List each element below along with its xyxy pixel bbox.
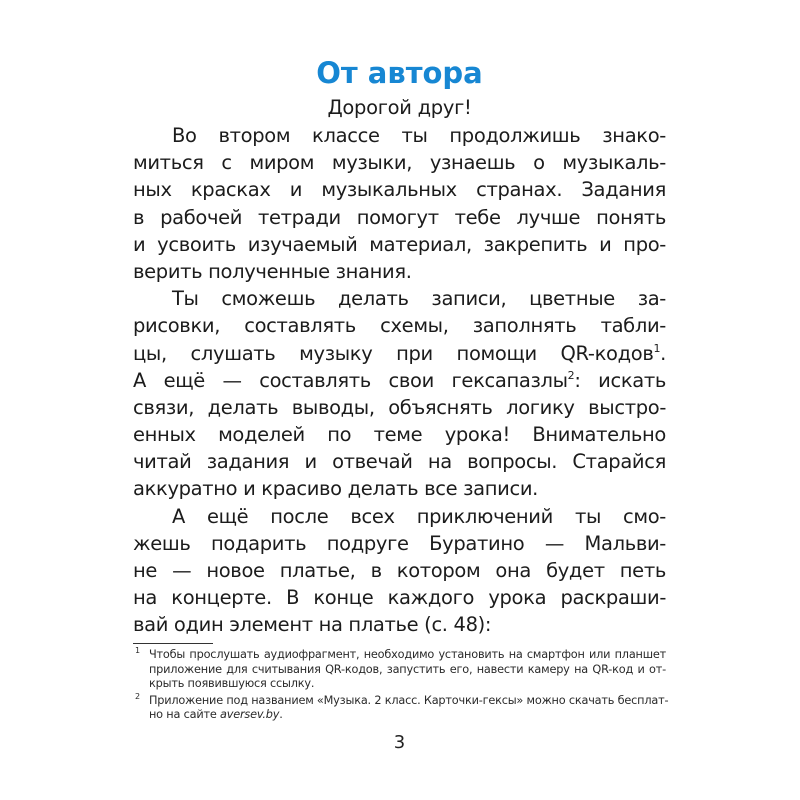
text-segment: . [279, 708, 283, 722]
body-text [133, 122, 666, 639]
page-title: От автора [316, 56, 483, 90]
text-line: ных красках и музыкальных странах. Задания [133, 178, 666, 202]
footnote-ref-1[interactable]: 1 [653, 341, 661, 355]
text-line: и усвоить изучаемый материал, закрепить и про- [133, 232, 666, 256]
text-line: миться с миром музыки, узнаешь о музыкаль- [133, 151, 666, 175]
footnotes [133, 646, 669, 723]
text-segment: цы, слушать музыку при помощи QR-кодов [133, 341, 654, 365]
text-line: жешь подарить подруге Буратино — Мальви- [133, 531, 666, 555]
text-line: вай один элемент на платье (с. 48): [133, 613, 492, 637]
text-segment: . [660, 341, 666, 365]
text-line: не — новое платье, в котором она будет петь [133, 559, 666, 582]
text-line: енных моделей по теме урока! Внимательно [133, 423, 666, 447]
footnote-line: Чтобы прослушать аудиофрагмент, необходимо установить на смартфон или планшет [149, 648, 666, 661]
footnote-line: крыть появившуюся ссылку. [149, 677, 315, 691]
text-line: А ещё после всех приключений ты смо- [172, 504, 666, 528]
text-segment: А ещё — составлять свои гексапазлы [133, 368, 568, 392]
text-line: Во втором классе ты продолжишь знако- [172, 124, 666, 147]
text-line: верить полученные знания. [133, 259, 412, 283]
text-line: на концерте. В конце каждого урока раскраши- [133, 586, 666, 610]
footnote-mark: 1 [135, 646, 141, 655]
text-line: рисовки, составлять схемы, заполнять табли- [133, 314, 666, 338]
text-segment: но на сайте [149, 708, 220, 722]
footnote-divider [133, 643, 213, 644]
footnote-2 [133, 691, 669, 723]
footnote-line [149, 708, 666, 723]
footnote-line: Приложение под названием «Музыка. 2 класс. Карточки-гексы» можно скачать бесплат- [149, 693, 669, 707]
text-line: Ты сможешь делать записи, цветные за- [172, 287, 666, 311]
text-line [133, 367, 666, 394]
text-line: аккуратно и красиво делать все записи. [133, 477, 538, 501]
text-line [133, 340, 666, 367]
text-segment: : искать [574, 368, 666, 392]
text-line: связи, делать выводы, объяснять логику выстро- [133, 395, 666, 419]
footnote-mark: 2 [135, 691, 141, 701]
footnote-ref-2[interactable]: 2 [567, 368, 575, 382]
footnote-line: приложение для считывания QR-кодов, запустить его, навести камеру на QR-код и от- [149, 662, 666, 676]
page-number: 3 [393, 732, 406, 753]
greeting: Дорогой друг! [327, 96, 472, 119]
footnote-1 [133, 648, 666, 692]
website-link[interactable]: aversev.by [220, 708, 280, 722]
text-line: в рабочей тетради помогут тебе лучше понять [133, 205, 666, 229]
text-line: читай задания и отвечай на вопросы. Старайся [133, 450, 666, 474]
